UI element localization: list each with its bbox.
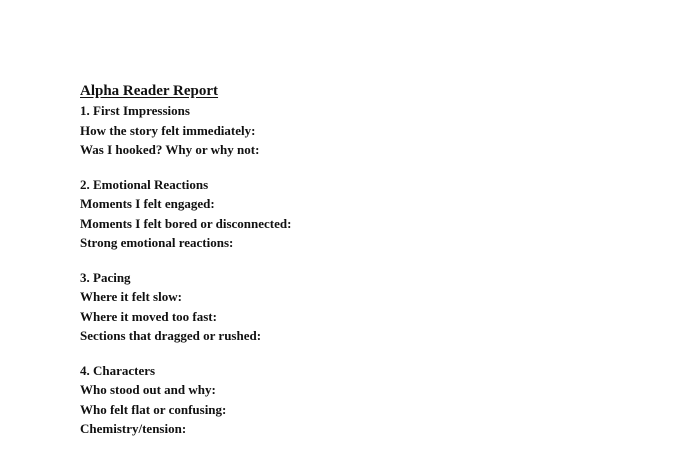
prompt-line: Who felt flat or confusing: bbox=[80, 401, 227, 417]
section-characters bbox=[80, 361, 640, 439]
section-emotional-reactions bbox=[80, 175, 640, 253]
prompt-line: Moments I felt engaged: bbox=[80, 196, 215, 211]
prompt-line: Where it moved too fast: bbox=[80, 308, 217, 324]
document-title: Alpha Reader Report bbox=[80, 83, 219, 99]
prompt-line: Moments I felt bored or disconnected: bbox=[80, 215, 292, 231]
document-content bbox=[80, 81, 640, 439]
section-heading: 1. First Impressions bbox=[80, 103, 190, 118]
section-first-impressions bbox=[80, 101, 640, 160]
prompt-line: Sections that dragged or rushed: bbox=[80, 328, 262, 343]
prompt-line: Was I hooked? Why or why not: bbox=[80, 142, 260, 157]
prompt-line: How the story felt immediately: bbox=[80, 122, 256, 138]
prompt-line: Who stood out and why: bbox=[80, 382, 216, 397]
section-heading: 3. Pacing bbox=[80, 269, 131, 285]
prompt-line: Strong emotional reactions: bbox=[80, 235, 234, 250]
section-pacing bbox=[80, 268, 640, 346]
section-heading: 4. Characters bbox=[80, 362, 156, 378]
prompt-line: Chemistry/tension: bbox=[80, 421, 187, 436]
section-heading: 2. Emotional Reactions bbox=[80, 176, 209, 192]
prompt-line: Where it felt slow: bbox=[80, 289, 182, 304]
